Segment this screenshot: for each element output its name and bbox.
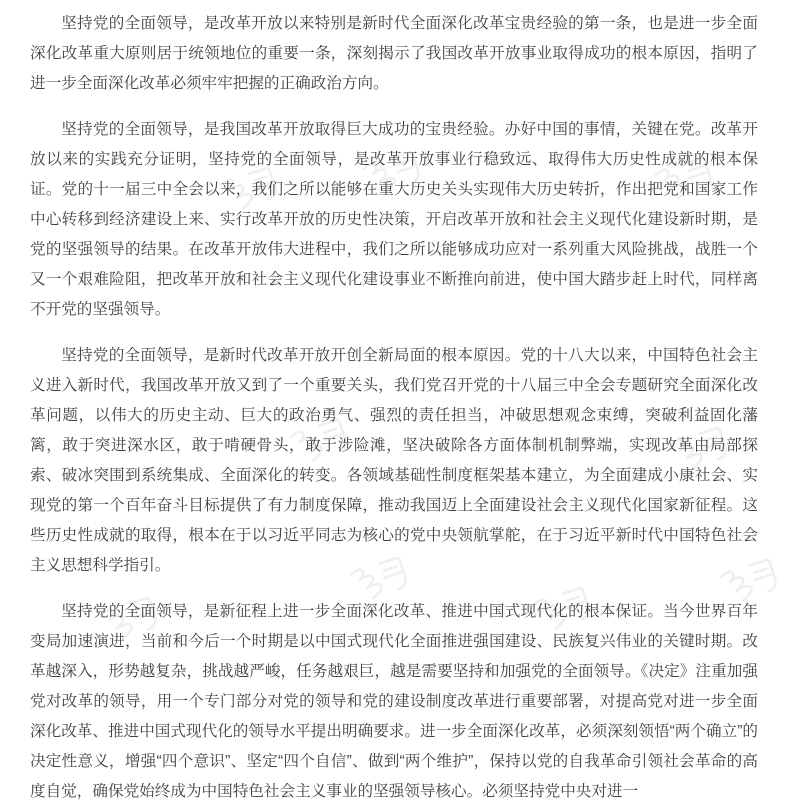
- paragraph-1: 坚持党的全面领导，是改革开放以来特别是新时代全面深化改革宝贵经验的第一条，也是进一步全面深化改革重大原则居于统领地位的重要一条，深刻揭示了我国改革开放事业取得成功的根本原因，指明了进一步全面深化改革必须牢牢把握的正确政治方向。: [30, 15, 758, 92]
- paragraph-3: 坚持党的全面领导，是新时代改革开放开创全新局面的根本原因。党的十八大以来，中国特色社会主义进入新时代，我国改革开放又到了一个重要关头，我们党召开党的十八届三中全会专题研究全面深化改革问题，以伟大的历史主动、巨大的政治勇气、强烈的责任担当，冲破思想观念束缚，突破利益固化藩篱，敢于突进深水区，敢于啃硬骨头，敢于涉险滩，坚决破除各方面体制机制弊端，实现改革由局部探索、破冰突围到系统集成、全面深化的转变。各领域基础性制度框架基本建立，为全面建成小康社会、实现党的第一个百年奋斗目标提供了有力制度保障，推动我国迈上全面建设社会主义现代化国家新征程。这些历史性成就的取得，根本在于以习近平同志为核心的党中央领航掌舵，在于习近平新时代中国特色社会主义思想科学指引。: [30, 347, 758, 574]
- paragraph-4: 坚持党的全面领导，是新征程上进一步全面深化改革、推进中国式现代化的根本保证。当今世界百年变局加速演进，当前和今后一个时期是以中国式现代化全面推进强国建设、民族复兴伟业的关键时期。改革越深入，形势越复杂，挑战越严峻，任务越艰巨，越是需要坚持和加强党的全面领导。《决定》注重加强党对改革的领导，用一个专门部分对党的领导和党的建设制度改革进行重要部署，对提高党对进一步全面深化改革、推进中国式现代化的领导水平提出明确要求。进一步全面深化改革，必须深刻领悟“两个确立”的决定性意义，增强“四个意识”、坚定“四个自信”、做到“两个维护”，保持以党的自我革命引领社会革命的高度自觉，确保党始终成为中国特色社会主义事业的坚强领导核心。必须坚持党中央对进一: [30, 603, 758, 800]
- paragraph-2: 坚持党的全面领导，是我国改革开放取得巨大成功的宝贵经验。办好中国的事情，关键在党。改革开放以来的实践充分证明，坚持党的全面领导，是改革开放事业行稳致远、取得伟大历史性成就的根本保证。党的十一届三中全会以来，我们之所以能够在重大历史关头实现伟大历史转折，作出把党和国家工作中心转移到经济建设上来、实行改革开放的历史性决策，开启改革开放和社会主义现代化建设新时期，是党的坚强领导的结果。在改革开放伟大进程中，我们之所以能够成功应对一系列重大风险挑战，战胜一个又一个艰难险阻，把改革开放和社会主义现代化建设事业不断推向前进，使中国大踏步赶上时代，同样离不开党的坚强领导。: [30, 121, 758, 318]
